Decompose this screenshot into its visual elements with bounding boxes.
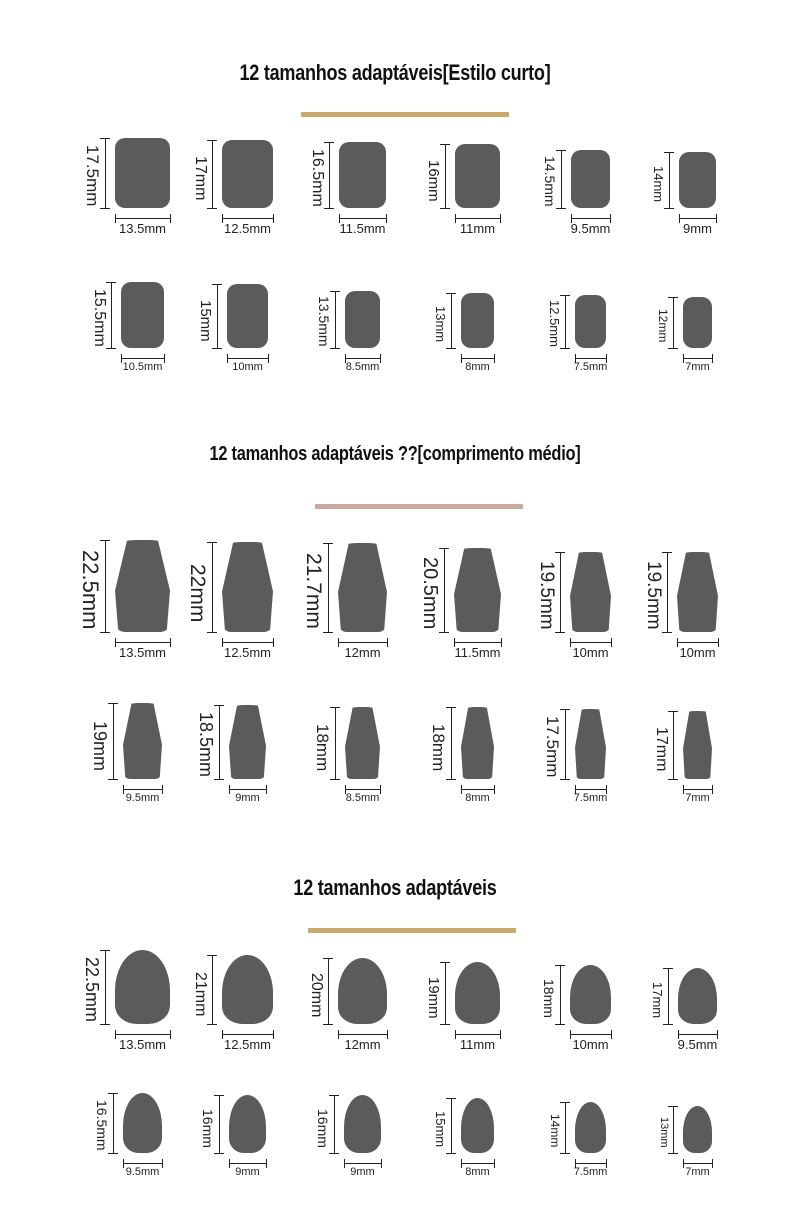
dimension-tick: [100, 950, 110, 951]
width-dimension-line: [345, 789, 380, 790]
width-label: 12mm: [344, 1037, 381, 1052]
dimension-tick: [214, 1095, 224, 1096]
width-dimension-line: [461, 358, 494, 359]
width-label: 12mm: [344, 645, 381, 660]
width-dimension-line: [679, 218, 716, 219]
width-label: 9.5mm: [677, 1037, 718, 1052]
width-label: 9.5mm: [125, 1166, 160, 1178]
width-dimension-line: [678, 1034, 717, 1035]
nail-tip-shape: [455, 962, 500, 1024]
length-label: 16mm: [315, 1108, 331, 1148]
length-label: 15.5mm: [91, 288, 108, 347]
dimension-tick: [106, 282, 116, 283]
length-dimension-line: [445, 962, 446, 1024]
nail-tip-shape: [679, 152, 716, 208]
dimension-tick: [662, 632, 672, 633]
dimension-tick: [324, 208, 334, 209]
width-label: 7mm: [685, 1166, 710, 1178]
length-label: 17.5mm: [83, 144, 102, 207]
length-dimension-line: [560, 965, 561, 1024]
width-dimension-line: [455, 1034, 500, 1035]
dimension-tick: [560, 779, 570, 780]
nail-tip-shape: [229, 1095, 266, 1153]
width-label: 9mm: [235, 792, 260, 804]
dimension-tick: [663, 1024, 673, 1025]
nail-tip-shape: [115, 138, 170, 208]
length-dimension-line: [113, 1093, 114, 1153]
length-dimension-line: [212, 140, 213, 208]
width-dimension-line: [115, 218, 170, 219]
dimension-tick: [560, 348, 570, 349]
width-dimension-line: [338, 1034, 387, 1035]
width-label: 10mm: [679, 645, 716, 660]
width-label: 7mm: [685, 792, 710, 804]
nail-tip-shape: [229, 705, 266, 779]
dimension-tick: [323, 632, 333, 633]
dimension-tick: [440, 144, 450, 145]
dimension-tick: [440, 1024, 450, 1025]
width-label: 8mm: [465, 361, 490, 373]
length-label: 16.5mm: [94, 1099, 110, 1151]
width-dimension-line: [229, 789, 266, 790]
dimension-tick: [556, 208, 566, 209]
width-dimension-line: [575, 1163, 606, 1164]
dimension-tick: [329, 1095, 339, 1096]
nail-tip-shape: [677, 552, 718, 632]
width-dimension-line: [683, 789, 712, 790]
length-dimension-line: [105, 950, 106, 1024]
width-label: 12.5mm: [224, 1037, 271, 1052]
length-dimension-line: [219, 705, 220, 779]
length-label: 18mm: [313, 724, 332, 772]
nail-tip-shape: [454, 548, 501, 632]
length-label: 22mm: [186, 563, 209, 623]
dimension-tick: [214, 779, 224, 780]
nail-tip-shape: [570, 552, 611, 632]
length-dimension-line: [111, 282, 112, 348]
length-dimension-line: [105, 138, 106, 208]
dimension-tick: [555, 1024, 565, 1025]
length-label: 15mm: [433, 1111, 448, 1148]
width-dimension-line: [575, 789, 606, 790]
length-dimension-line: [451, 1098, 452, 1153]
width-dimension-line: [222, 642, 273, 643]
nail-tip-shape: [222, 140, 273, 208]
width-label: 12.5mm: [224, 221, 271, 236]
length-label: 18.5mm: [196, 712, 216, 778]
accent-bar: [315, 504, 523, 509]
nail-tip-shape: [461, 707, 494, 779]
dimension-tick: [668, 1153, 678, 1154]
width-dimension-line: [115, 642, 170, 643]
dimension-tick: [100, 632, 110, 633]
width-dimension-line: [570, 1034, 611, 1035]
section-title: 12 tamanhos adaptáveis[Estilo curto]: [239, 60, 551, 85]
nail-tip-shape: [571, 150, 610, 208]
dimension-tick: [330, 348, 340, 349]
width-label: 13.5mm: [119, 1037, 166, 1052]
nail-tip-shape: [123, 703, 162, 779]
dimension-tick: [212, 284, 222, 285]
width-label: 9mm: [683, 221, 712, 236]
width-dimension-line: [683, 358, 712, 359]
width-label: 8.5mm: [345, 361, 380, 373]
length-label: 20mm: [308, 973, 325, 1018]
length-dimension-line: [328, 958, 329, 1024]
dimension-tick: [555, 965, 565, 966]
length-label: 17mm: [192, 156, 209, 201]
width-label: 7.5mm: [573, 1166, 608, 1178]
width-label: 9.5mm: [570, 221, 611, 236]
dimension-tick: [560, 1153, 570, 1154]
dimension-tick: [106, 348, 116, 349]
length-dimension-line: [669, 152, 670, 208]
dimension-tick: [207, 208, 217, 209]
width-label: 8mm: [465, 792, 490, 804]
length-label: 14.5mm: [542, 155, 558, 207]
width-label: 10mm: [232, 361, 263, 373]
dimension-tick: [100, 540, 110, 541]
length-label: 13.5mm: [316, 296, 332, 347]
length-label: 14mm: [651, 165, 666, 202]
length-label: 18mm: [429, 724, 448, 772]
nail-tip-shape: [683, 297, 712, 348]
width-dimension-line: [121, 358, 164, 359]
length-label: 17.5mm: [543, 715, 562, 778]
dimension-tick: [446, 707, 456, 708]
dimension-tick: [663, 968, 673, 969]
nail-tip-shape: [123, 1093, 162, 1153]
dimension-tick: [446, 1098, 456, 1099]
width-dimension-line: [345, 358, 380, 359]
dimension-tick: [323, 1024, 333, 1025]
dimension-tick: [668, 297, 678, 298]
nail-tip-shape: [683, 711, 712, 779]
length-label: 17mm: [650, 981, 665, 1018]
length-dimension-line: [217, 284, 218, 348]
dimension-tick: [440, 208, 450, 209]
dimension-tick: [324, 142, 334, 143]
width-dimension-line: [123, 789, 162, 790]
dimension-tick: [555, 632, 565, 633]
length-dimension-line: [561, 150, 562, 208]
width-dimension-line: [222, 1034, 273, 1035]
length-label: 19.5mm: [643, 560, 664, 630]
length-dimension-line: [565, 709, 566, 779]
width-dimension-line: [123, 1163, 162, 1164]
width-label: 11.5mm: [454, 645, 501, 660]
nail-tip-shape: [121, 282, 164, 348]
length-label: 22.5mm: [78, 549, 103, 630]
width-label: 8mm: [465, 1166, 490, 1178]
dimension-tick: [560, 1102, 570, 1103]
dimension-tick: [446, 348, 456, 349]
dimension-tick: [100, 208, 110, 209]
nail-tip-shape: [339, 142, 386, 208]
width-label: 13.5mm: [119, 645, 166, 660]
width-dimension-line: [227, 358, 268, 359]
accent-bar: [301, 112, 509, 117]
section-title: 12 tamanhos adaptáveis: [293, 875, 497, 900]
nail-tip-shape: [461, 293, 494, 348]
nail-tip-shape: [570, 965, 611, 1024]
width-label: 8.5mm: [345, 792, 380, 804]
nail-tip-shape: [575, 295, 606, 348]
length-dimension-line: [451, 293, 452, 348]
dimension-tick: [108, 1093, 118, 1094]
width-label: 11mm: [459, 1037, 496, 1052]
length-label: 17mm: [653, 727, 670, 772]
length-label: 13mm: [433, 306, 448, 343]
dimension-tick: [560, 709, 570, 710]
dimension-tick: [207, 1024, 217, 1025]
dimension-tick: [664, 152, 674, 153]
dimension-tick: [330, 291, 340, 292]
width-dimension-line: [344, 1163, 381, 1164]
dimension-tick: [214, 705, 224, 706]
width-dimension-line: [461, 789, 494, 790]
width-label: 9.5mm: [125, 792, 160, 804]
width-dimension-line: [222, 218, 273, 219]
length-dimension-line: [673, 1106, 674, 1153]
width-label: 10.5mm: [122, 361, 163, 373]
dimension-tick: [446, 293, 456, 294]
length-dimension-line: [451, 707, 452, 779]
length-dimension-line: [105, 540, 106, 632]
nail-tip-shape: [455, 144, 500, 208]
width-label: 12.5mm: [224, 645, 271, 660]
length-dimension-line: [673, 297, 674, 348]
nail-tip-shape: [345, 291, 380, 348]
nail-tip-shape: [338, 958, 387, 1024]
dimension-tick: [440, 962, 450, 963]
length-label: 13mm: [658, 1117, 670, 1148]
length-label: 14mm: [548, 1114, 562, 1148]
dimension-tick: [560, 295, 570, 296]
dimension-tick: [108, 779, 118, 780]
length-label: 16mm: [200, 1108, 216, 1148]
length-label: 12mm: [656, 309, 670, 343]
length-label: 19.5mm: [536, 560, 557, 630]
nail-tip-shape: [575, 1102, 606, 1153]
width-dimension-line: [454, 642, 501, 643]
dimension-tick: [323, 543, 333, 544]
nail-tip-shape: [338, 543, 387, 632]
length-dimension-line: [334, 1095, 335, 1153]
length-dimension-line: [212, 955, 213, 1024]
dimension-tick: [214, 1153, 224, 1154]
width-dimension-line: [115, 1034, 170, 1035]
width-label: 7mm: [685, 361, 710, 373]
nail-tip-shape: [222, 955, 273, 1024]
length-label: 12.5mm: [547, 300, 562, 348]
nail-tip-shape: [344, 1095, 381, 1153]
width-dimension-line: [338, 642, 387, 643]
length-label: 16.5mm: [309, 148, 326, 207]
dimension-tick: [330, 779, 340, 780]
length-label: 20.5mm: [419, 557, 441, 630]
width-label: 11.5mm: [339, 221, 386, 236]
length-label: 15mm: [197, 299, 214, 342]
length-dimension-line: [668, 968, 669, 1024]
nail-tip-shape: [345, 707, 380, 779]
length-dimension-line: [673, 711, 674, 779]
width-label: 7.5mm: [573, 792, 608, 804]
dimension-tick: [207, 140, 217, 141]
nail-tip-shape: [575, 709, 606, 779]
length-label: 21.7mm: [302, 552, 325, 629]
width-dimension-line: [575, 358, 606, 359]
nail-tip-shape: [461, 1098, 494, 1153]
dimension-tick: [439, 548, 449, 549]
width-dimension-line: [570, 642, 611, 643]
dimension-tick: [668, 779, 678, 780]
dimension-tick: [439, 632, 449, 633]
dimension-tick: [446, 1153, 456, 1154]
length-label: 19mm: [425, 976, 442, 1019]
dimension-tick: [446, 779, 456, 780]
section-title: 12 tamanhos adaptáveis ??[comprimento médio]: [209, 443, 581, 465]
length-dimension-line: [329, 142, 330, 208]
width-label: 7.5mm: [573, 361, 608, 373]
nail-tip-shape: [222, 542, 273, 632]
dimension-tick: [556, 150, 566, 151]
dimension-tick: [207, 955, 217, 956]
width-dimension-line: [339, 218, 386, 219]
dimension-tick: [662, 552, 672, 553]
nail-tip-shape: [115, 540, 170, 632]
width-label: 13.5mm: [119, 221, 166, 236]
dimension-tick: [207, 632, 217, 633]
length-label: 21mm: [192, 971, 209, 1017]
dimension-tick: [330, 707, 340, 708]
dimension-tick: [207, 542, 217, 543]
dimension-tick: [108, 1153, 118, 1154]
dimension-tick: [555, 552, 565, 553]
length-dimension-line: [565, 1102, 566, 1153]
nail-tip-shape: [683, 1106, 712, 1153]
length-dimension-line: [335, 707, 336, 779]
width-label: 9mm: [235, 1166, 260, 1178]
length-dimension-line: [560, 552, 561, 632]
dimension-tick: [668, 711, 678, 712]
dimension-tick: [323, 958, 333, 959]
width-label: 10mm: [572, 645, 609, 660]
dimension-tick: [100, 1024, 110, 1025]
length-dimension-line: [212, 542, 213, 632]
dimension-tick: [329, 1153, 339, 1154]
length-dimension-line: [444, 548, 445, 632]
length-dimension-line: [445, 144, 446, 208]
width-label: 9mm: [350, 1166, 375, 1178]
nail-tip-shape: [678, 968, 717, 1024]
nail-tip-shape: [227, 284, 268, 348]
width-dimension-line: [683, 1163, 712, 1164]
length-label: 22.5mm: [82, 957, 102, 1023]
width-label: 11mm: [459, 221, 496, 236]
length-label: 19mm: [90, 721, 110, 772]
length-label: 18mm: [541, 979, 557, 1018]
length-dimension-line: [328, 543, 329, 632]
dimension-tick: [668, 1106, 678, 1107]
length-dimension-line: [335, 291, 336, 348]
width-dimension-line: [455, 218, 500, 219]
length-label: 16mm: [425, 159, 442, 202]
width-dimension-line: [571, 218, 610, 219]
length-dimension-line: [219, 1095, 220, 1153]
dimension-tick: [668, 348, 678, 349]
width-label: 10mm: [572, 1037, 609, 1052]
dimension-tick: [664, 208, 674, 209]
dimension-tick: [100, 138, 110, 139]
nail-tip-shape: [115, 950, 170, 1024]
length-dimension-line: [667, 552, 668, 632]
dimension-tick: [108, 703, 118, 704]
length-dimension-line: [565, 295, 566, 348]
dimension-tick: [212, 348, 222, 349]
accent-bar: [308, 928, 516, 933]
width-dimension-line: [461, 1163, 494, 1164]
width-dimension-line: [229, 1163, 266, 1164]
length-dimension-line: [113, 703, 114, 779]
width-dimension-line: [677, 642, 718, 643]
